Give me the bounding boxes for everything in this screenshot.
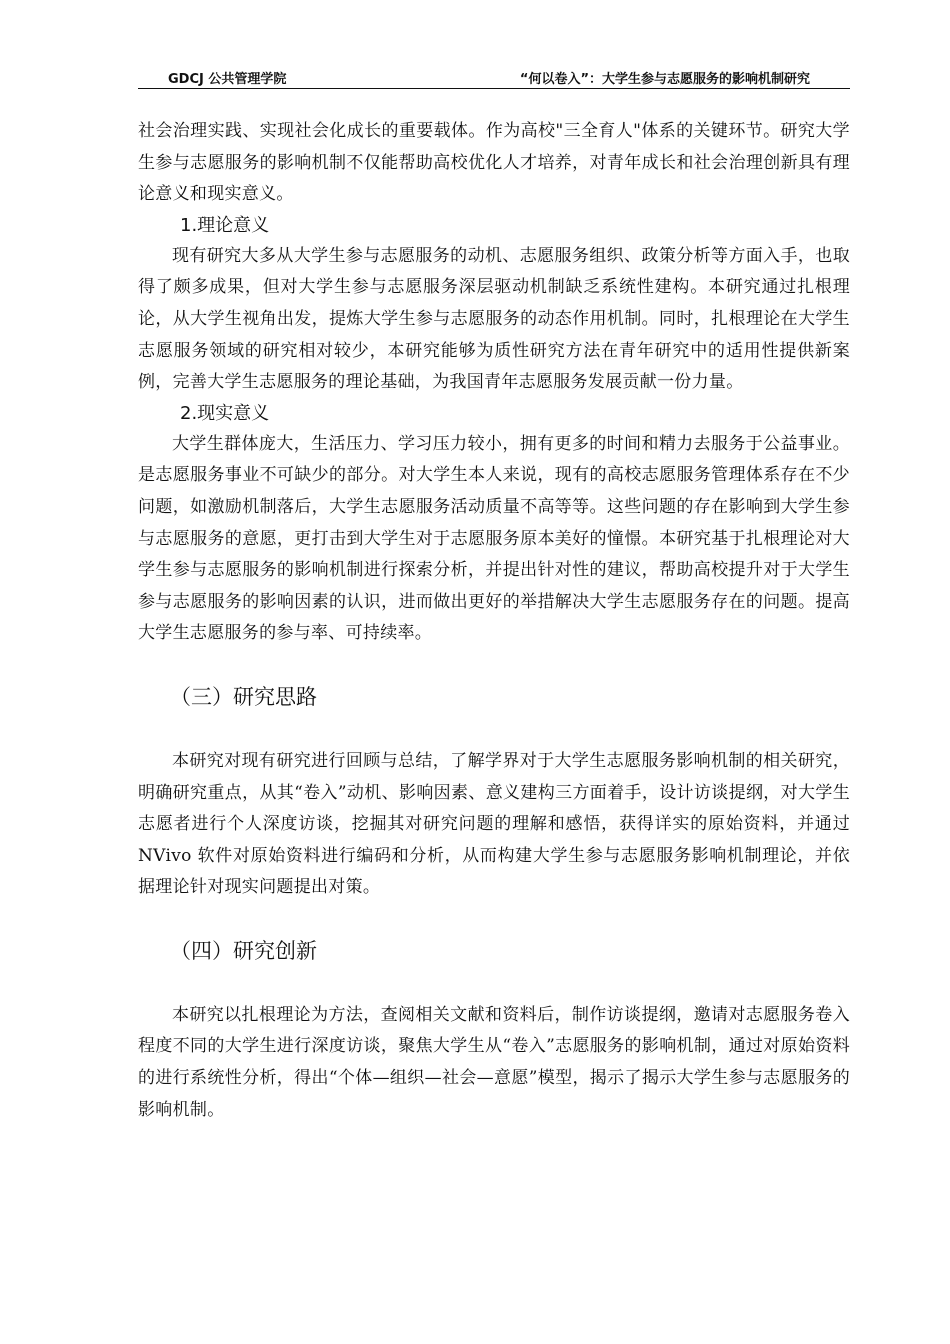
practice-heading: 2.现实意义 (180, 402, 270, 424)
header-paper-title: “何以卷入”：大学生参与志愿服务的影响机制研究 (519, 72, 810, 87)
intro-paragraph: 社会治理实践、实现社会化成长的重要载体。作为高校"三全育人"体系的关键环节。研究大学生参与志愿服务的影响机制不仅能帮助高校优化人才培养，对青年成长和社会治理创新具有理论意义和现实意义。 (138, 121, 850, 205)
body-content (138, 116, 850, 1126)
theory-paragraph: 现有研究大多从大学生参与志愿服务的动机、志愿服务组织、政策分析等方面入手，也取得了颇多成果，但对大学生参与志愿服务深层驱动机制缺乏系统性建构。本研究通过扎根理论，从大学生视角出发，提炼大学生参与志愿服务的动态作用机制。同时，扎根理论在大学生志愿服务领域的研究相对较少，本研究能够为质性研究方法在青年研究中的适用性提供新案例，完善大学生志愿服务的理论基础，为我国青年志愿服务发展贡献一份力量。 (138, 245, 850, 393)
theory-heading: 1.理论意义 (180, 214, 270, 236)
innovation-heading: （四）研究创新 (170, 938, 317, 963)
approach-heading: （三）研究思路 (170, 684, 317, 709)
approach-paragraph: 本研究对现有研究进行回顾与总结，了解学界对于大学生志愿服务影响机制的相关研究，明确研究重点，从其“卷入”动机、影响因素、意义建构三方面着手，设计访谈提纲，对大学生志愿者进行个人深度访谈，挖掘其对研究问题的理解和感悟，获得详实的原始资料，并通过 NVivo 软件对原始资料进行编码和分析，从而构建大学生参与志愿服务影响机制理论，并依据理论针对现实问题提出对策。 (138, 750, 850, 898)
running-header (138, 68, 850, 89)
spacer (138, 966, 850, 1000)
practice-paragraph: 大学生群体庞大，生活压力、学习压力较小，拥有更多的时间和精力去服务于公益事业。是志愿服务事业不可缺少的部分。对大学生本人来说，现有的高校志愿服务管理体系存在不少问题，如激励机制落后，大学生志愿服务活动质量不高等等。这些问题的存在影响到大学生参与志愿服务的意愿，更打击到大学生对于志愿服务原本美好的憧憬。本研究基于扎根理论对大学生参与志愿服务的影响机制进行探索分析，并提出针对性的建议，帮助高校提升对于大学生参与志愿服务的影响因素的认识，进而做出更好的举措解决大学生志愿服务存在的问题。提高大学生志愿服务的参与率、可持续率。 (138, 433, 850, 644)
header-institution: GDCJ 公共管理学院 (168, 72, 287, 87)
spacer (138, 904, 850, 936)
spacer (138, 712, 850, 746)
spacer (138, 650, 850, 682)
innovation-paragraph: 本研究以扎根理论为方法，查阅相关文献和资料后，制作访谈提纲，邀请对志愿服务卷入程度不同的大学生进行深度访谈，聚焦大学生从“卷入”志愿服务的影响机制，通过对原始资料的进行系统性分析，得出“个体—组织—社会—意愿”模型，揭示了揭示大学生参与志愿服务的影响机制。 (138, 1004, 850, 1120)
